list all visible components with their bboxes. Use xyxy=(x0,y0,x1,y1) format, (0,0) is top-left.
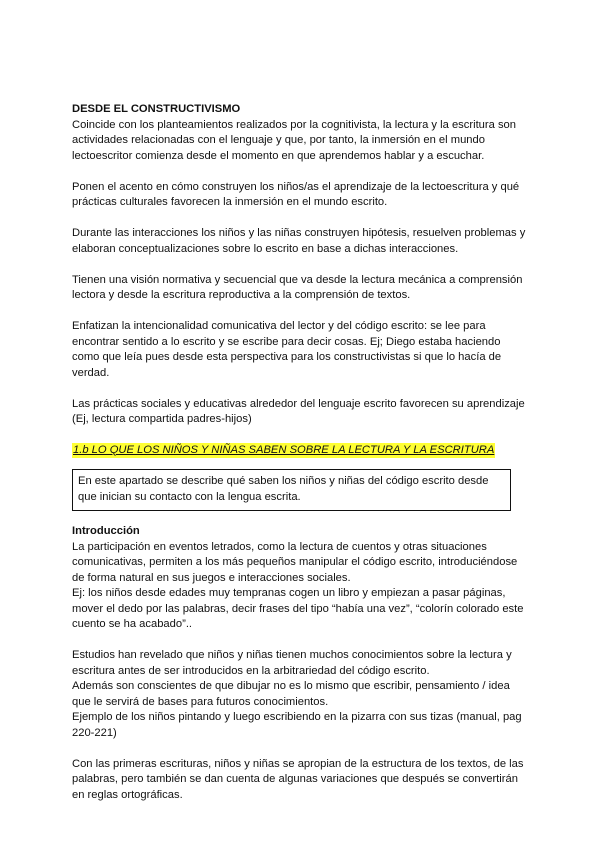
paragraph: La participación en eventos letrados, como la lectura de cuentos y otras situaciones comunicativas, permiten a los más pequeños manipular el código escrito, introduciéndose de forma natural en sus juegos e interacciones sociales. xyxy=(72,540,518,584)
document-page xyxy=(72,102,530,803)
paragraph: Enfatizan la intencionalidad comunicativa del lector y del código escrito: se lee para encontrar sentido a lo escrito y se escribe para decir cosas. Ej; Diego estaba haciendo como que leía pues desde esta perspectiva para los constructivistas si que lo hacía de verdad. xyxy=(72,320,502,379)
paragraph: Las prácticas sociales y educativas alrededor del lenguaje escrito favorecen su aprendizaje (Ej, lectura compartida padres-hijos) xyxy=(72,397,525,425)
paragraph: Ejemplo de los niños pintando y luego escribiendo en la pizarra con sus tizas (manual, pag 220-221) xyxy=(72,711,522,739)
paragraph: Tienen una visión normativa y secuencial que va desde la lectura mecánica a comprensión lectora y desde la escritura reproductiva a la comprensión de textos. xyxy=(72,273,523,301)
paragraph: Durante las interacciones los niños y las niñas construyen hipótesis, resuelven problemas y elaboran conceptualizaciones sobre lo escrito en base a dichas interacciones. xyxy=(72,227,526,255)
paragraph: Además son conscientes de que dibujar no es lo mismo que escribir, pensamiento / idea que le servirá de bases para futuros conocimientos. xyxy=(72,680,510,708)
paragraph: Ej: los niños desde edades muy tempranas cogen un libro y empiezan a pasar páginas, mover el dedo por las palabras, decir frases del tipo “había una vez”, “colorín colorado este cuento se ha acabado”.. xyxy=(72,587,524,630)
intro-heading: Introducción xyxy=(72,525,140,537)
paragraph: Ponen el acento en cómo construyen los niños/as el aprendizaje de la lectoescritura y qué prácticas culturales favorecen la inmersión en el mundo escrito. xyxy=(72,180,520,208)
summary-text: En este apartado se describe qué saben los niños y niñas del código escrito desde que inician su contacto con la lengua escrita. xyxy=(78,475,489,503)
paragraph: Coincide con los planteamientos realizados por la cognitivista, la lectura y la escritura son actividades relacionadas con el lenguaje y que, por tanto, la inmersión en el mundo lectoescritor comienza desde el momento en que aprendemos hablar y a escuchar. xyxy=(72,118,516,162)
summary-box xyxy=(72,469,511,511)
paragraph: Estudios han revelado que niños y niñas tienen muchos conocimientos sobre la lectura y escritura antes de ser introducidos en la arbitrariedad del código escrito. xyxy=(72,649,512,677)
section-title: 1.b LO QUE LOS NIÑOS Y NIÑAS SABEN SOBRE LA LECTURA Y LA ESCRITURA xyxy=(72,443,495,459)
document-title: DESDE EL CONSTRUCTIVISMO xyxy=(72,103,241,115)
paragraph: Con las primeras escrituras, niños y niñas se apropian de la estructura de los textos, de las palabras, pero también se dan cuenta de algunas variaciones que después se convertirán en reglas ortográficas. xyxy=(72,757,524,801)
